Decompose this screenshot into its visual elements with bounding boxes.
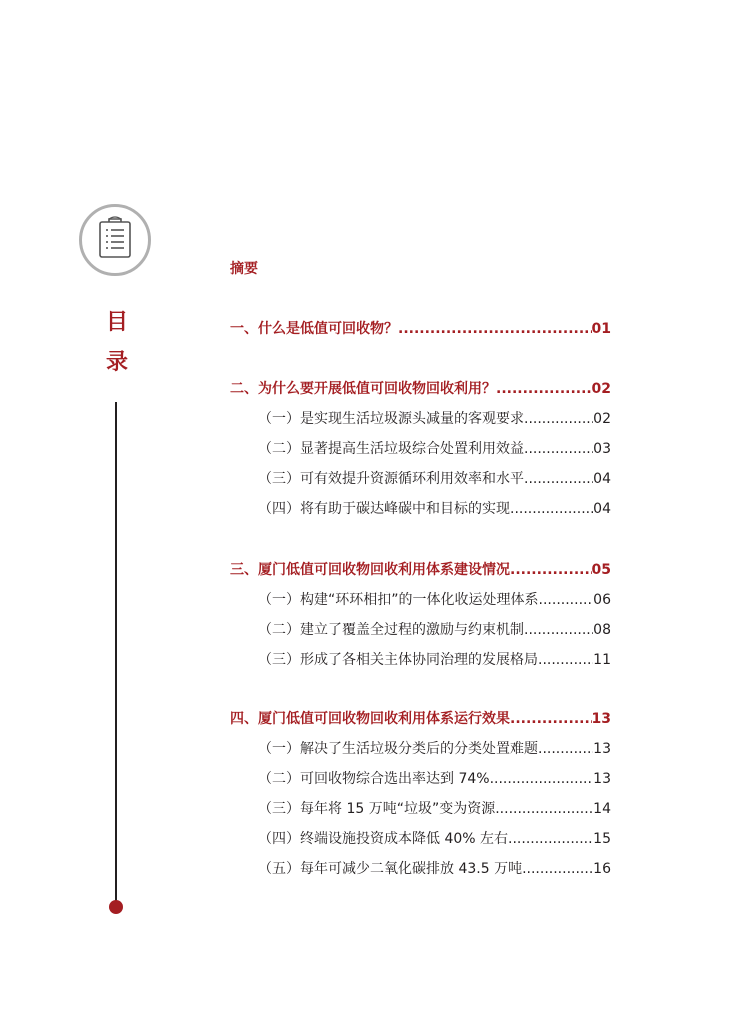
toc-page-number: 13 bbox=[593, 771, 611, 787]
toc-item-3-1[interactable] bbox=[258, 590, 611, 610]
toc-item-title: （一）构建“环环相扣”的一体化收运处理体系 bbox=[258, 592, 539, 608]
toc-leader-dots bbox=[524, 409, 593, 429]
toc-item-title: （三）可有效提升资源循环利用效率和水平 bbox=[258, 471, 524, 487]
toc-section-1[interactable] bbox=[230, 319, 611, 339]
toc-item-2-2[interactable] bbox=[258, 439, 611, 459]
clipboard-list-icon bbox=[95, 216, 135, 264]
toc-page-number: 08 bbox=[593, 622, 611, 638]
toc-section-2[interactable] bbox=[230, 379, 611, 399]
toc-item-title: （二）显著提高生活垃圾综合处置利用效益 bbox=[258, 441, 524, 457]
toc-item-4-4[interactable] bbox=[258, 829, 611, 849]
toc-page-number: 03 bbox=[593, 441, 611, 457]
toc-item-3-2[interactable] bbox=[258, 620, 611, 640]
toc-leader-dots bbox=[538, 650, 593, 670]
toc-item-title: （三）每年将 15 万吨“垃圾”变为资源 bbox=[258, 801, 496, 817]
toc-heading-char-2: 录 bbox=[105, 349, 128, 375]
toc-leader-dots bbox=[510, 709, 592, 729]
toc-section-4[interactable] bbox=[230, 709, 611, 729]
toc-item-title: （二）可回收物综合选出率达到 74% bbox=[258, 771, 490, 787]
toc-leader-dots bbox=[510, 560, 592, 580]
toc-item-title: （四）终端设施投资成本降低 40% 左右 bbox=[258, 831, 509, 847]
toc-item-4-1[interactable] bbox=[258, 739, 611, 759]
toc-item-title: （一）是实现生活垃圾源头减量的客观要求 bbox=[258, 411, 524, 427]
toc-item-4-5[interactable] bbox=[258, 859, 611, 879]
toc-leader-dots bbox=[524, 439, 593, 459]
toc-page-number: 11 bbox=[593, 652, 611, 668]
toc-item-3-3[interactable] bbox=[258, 650, 611, 670]
timeline-line bbox=[115, 402, 117, 902]
toc-item-title: （一）解决了生活垃圾分类后的分类处置难题 bbox=[258, 741, 538, 757]
toc-page-number: 01 bbox=[591, 321, 611, 337]
toc-section-title: 一、什么是低值可回收物？ bbox=[230, 321, 398, 337]
toc-item-title: （二）建立了覆盖全过程的激励与约束机制 bbox=[258, 622, 524, 638]
toc-page-number: 15 bbox=[593, 831, 611, 847]
toc-page-number: 16 bbox=[593, 861, 611, 877]
toc-page-number: 02 bbox=[591, 381, 611, 397]
toc-section-title: 三、厦门低值可回收物回收利用体系建设情况 bbox=[230, 562, 510, 578]
toc-leader-dots bbox=[539, 590, 594, 610]
toc-item-2-1[interactable] bbox=[258, 409, 611, 429]
toc-item-4-2[interactable] bbox=[258, 769, 611, 789]
toc-leader-dots bbox=[524, 469, 593, 489]
toc-item-2-4[interactable] bbox=[258, 499, 611, 519]
toc-item-title: （三）形成了各相关主体协同治理的发展格局 bbox=[258, 652, 538, 668]
toc-item-2-3[interactable] bbox=[258, 469, 611, 489]
toc-leader-dots bbox=[490, 769, 594, 789]
toc-leader-dots bbox=[538, 739, 593, 759]
toc-abstract[interactable]: 摘要 bbox=[230, 261, 258, 277]
toc-icon-badge bbox=[79, 204, 151, 276]
toc-heading-char-1: 目 bbox=[105, 309, 128, 335]
toc-leader-dots bbox=[496, 379, 592, 399]
toc-section-title: 二、为什么要开展低值可回收物回收利用？ bbox=[230, 381, 496, 397]
toc-leader-dots bbox=[524, 620, 593, 640]
toc-page-number: 04 bbox=[593, 471, 611, 487]
toc-leader-dots bbox=[398, 319, 592, 339]
toc-item-title: （四）将有助于碳达峰碳中和目标的实现 bbox=[258, 501, 510, 517]
toc-leader-dots bbox=[508, 829, 593, 849]
toc-page-number: 14 bbox=[593, 801, 611, 817]
toc-leader-dots bbox=[510, 499, 593, 519]
toc-leader-dots bbox=[495, 799, 593, 819]
toc-leader-dots bbox=[522, 859, 593, 879]
toc-page-number: 02 bbox=[593, 411, 611, 427]
toc-page-number: 05 bbox=[591, 562, 611, 578]
toc-page-number: 13 bbox=[593, 741, 611, 757]
toc-section-title: 四、厦门低值可回收物回收利用体系运行效果 bbox=[230, 711, 510, 727]
toc-page-number: 06 bbox=[593, 592, 611, 608]
toc-page-number: 13 bbox=[591, 711, 611, 727]
toc-item-title: （五）每年可减少二氧化碳排放 43.5 万吨 bbox=[258, 861, 523, 877]
toc-page-number: 04 bbox=[593, 501, 611, 517]
timeline-end-dot bbox=[109, 900, 123, 914]
toc-item-4-3[interactable] bbox=[258, 799, 611, 819]
toc-section-3[interactable] bbox=[230, 560, 611, 580]
